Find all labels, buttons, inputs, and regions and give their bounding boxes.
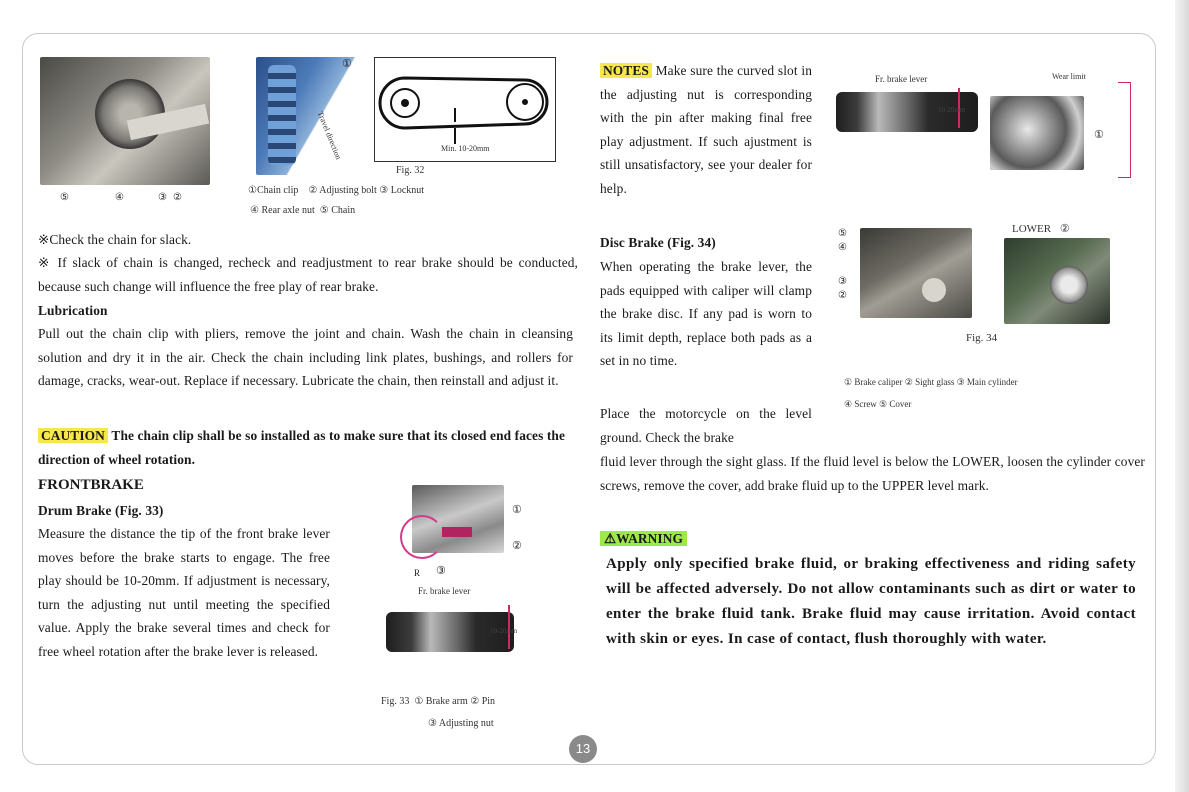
fig34-left-marks xyxy=(838,228,858,302)
min-slack-label: Min. 10-20mm xyxy=(441,144,490,153)
mark-chain: ⑤ xyxy=(60,192,69,203)
brake-arm-photo xyxy=(412,485,504,553)
place-text-long: fluid lever through the sight glass. If the fluid level is below the LOWER, loosen the cylinder cover screws, remove the cover, add brake fluid up to the UPPER level mark. xyxy=(600,454,1145,493)
lubrication-text: Pull out the chain clip with pliers, remove the joint and chain. Wash the chain in cleansing solution and dry it in the air. Check the chain including link plates, bushings, and rollers for damage, cracks, wear-out. Replace if necessary. Lubricate the chain, then reinstall and adjust it. xyxy=(38,326,573,388)
warning-label-wrap xyxy=(600,527,687,551)
mark-lower-sight-glass: ② xyxy=(1059,223,1070,235)
fig34-lever-label: Fr. brake lever xyxy=(875,74,928,84)
drum-brake-heading: Drum Brake (Fig. 33) xyxy=(38,503,164,518)
fig34-dim-label: 10-20mm xyxy=(938,106,966,114)
disc-brake-text: When operating the brake lever, the pads equipped with caliper will clamp the brake disc. If any pad is worn to its limit depth, replace both pads as a set in no time. xyxy=(600,259,812,368)
mark-caliper: ① xyxy=(1094,129,1104,141)
warning-text: Apply only specified brake fluid, or braking effectiveness and riding safety will be affected adversely. Do not allow contaminants such as dirt or water to enter the brake fluid tank. Brake fluid may cause irritation. Avoid contact with skin or eyes. In case of contact, flush thoroughly with water. xyxy=(606,556,1136,647)
chain-clip-photo xyxy=(256,57,366,175)
mark-chain-clip: ① xyxy=(342,58,352,70)
mark-main-cylinder: ③ xyxy=(838,276,847,287)
page-number: 13 xyxy=(569,735,597,763)
fig34-legend-line2: ④ Screw ⑤ Cover xyxy=(844,399,912,409)
mark-pin: ② xyxy=(512,540,522,552)
fig34-label: Fig. 34 xyxy=(966,332,998,344)
fig32-label: Fig. 32 xyxy=(396,165,425,176)
photo-marks xyxy=(60,192,200,206)
notes-label: NOTES xyxy=(600,63,652,78)
caution-block xyxy=(38,424,578,471)
wear-limit-bracket xyxy=(1118,82,1131,178)
drum-brake-text: Measure the distance the tip of the front brake lever moves before the brake starts to engage. The free play should be 10-20mm. If adjustment is necessary, turn the adjusting nut until meeting the specified value. Apply the brake several times and check for free wheel rotation after the brake lever is released. xyxy=(38,526,330,659)
fig34-legend-line1: ① Brake caliper ② Sight glass ③ Main cylinder xyxy=(844,377,1018,387)
mark-sight-glass: ② xyxy=(838,290,847,301)
place-text-short: Place the motorcycle on the level ground. Check the brake xyxy=(600,406,812,445)
fig32-legend-line1: ①Chain clip ② Adjusting bolt ③ Locknut xyxy=(248,185,425,196)
lower-label: LOWER xyxy=(1012,223,1052,235)
notes-block xyxy=(600,59,812,200)
lower-label-wrap xyxy=(1012,222,1070,235)
fig33-caption-line1: Fig. 33 ① Brake arm ② Pin xyxy=(381,696,496,707)
fig32-legend-line2: ④ Rear axle nut ⑤ Chain xyxy=(250,205,356,216)
brake-disc-photo xyxy=(990,96,1084,170)
wear-limit-label: Wear limit xyxy=(1052,72,1086,81)
mark-cover: ⑤ xyxy=(838,228,847,239)
r-label: R xyxy=(414,568,421,578)
chain-slack-note: ※Check the chain for slack. xyxy=(38,232,192,247)
mark-screw: ④ xyxy=(838,242,847,253)
sight-glass-photo xyxy=(1004,238,1110,324)
mark-adjusting-bolt: ② xyxy=(173,192,182,203)
rear-brake-note: ※ If slack of chain is changed, recheck and readjustment to rear brake should be conducted, because such change will influence the free play of rear brake. xyxy=(38,255,578,294)
mark-locknut: ③ xyxy=(158,192,167,203)
caution-text: The chain clip shall be so installed as to make sure that its closed end faces the direction of wheel rotation. xyxy=(38,428,565,467)
mark-brake-arm: ① xyxy=(512,504,522,516)
warning-label: ⚠WARNING xyxy=(600,531,687,546)
master-cylinder-photo xyxy=(860,228,972,318)
fig33-lever-label: Fr. brake lever xyxy=(418,586,471,596)
lubrication-heading: Lubrication xyxy=(38,303,108,318)
disc-brake-heading: Disc Brake (Fig. 34) xyxy=(600,235,716,250)
chain-diagram xyxy=(374,57,556,162)
mark-adjusting-nut: ③ xyxy=(436,565,446,577)
page-edge-shadow xyxy=(1175,0,1189,792)
notes-text: Make sure the curved slot in the adjusting nut is corresponding with the pin after making final free play adjustment. If such ajustment is still unsatisfactory, see your dealer for help. xyxy=(600,63,813,196)
caution-label: CAUTION xyxy=(38,428,108,443)
fig33-dim-label: 10-20mm xyxy=(490,627,518,635)
travel-direction-label: Travel direction xyxy=(315,110,344,161)
frontbrake-heading: FRONTBRAKE xyxy=(38,477,144,493)
rear-axle-photo xyxy=(40,57,210,185)
fig33-caption-line2: ③ Adjusting nut xyxy=(428,718,494,729)
mark-rear-axle-nut: ④ xyxy=(115,192,124,203)
